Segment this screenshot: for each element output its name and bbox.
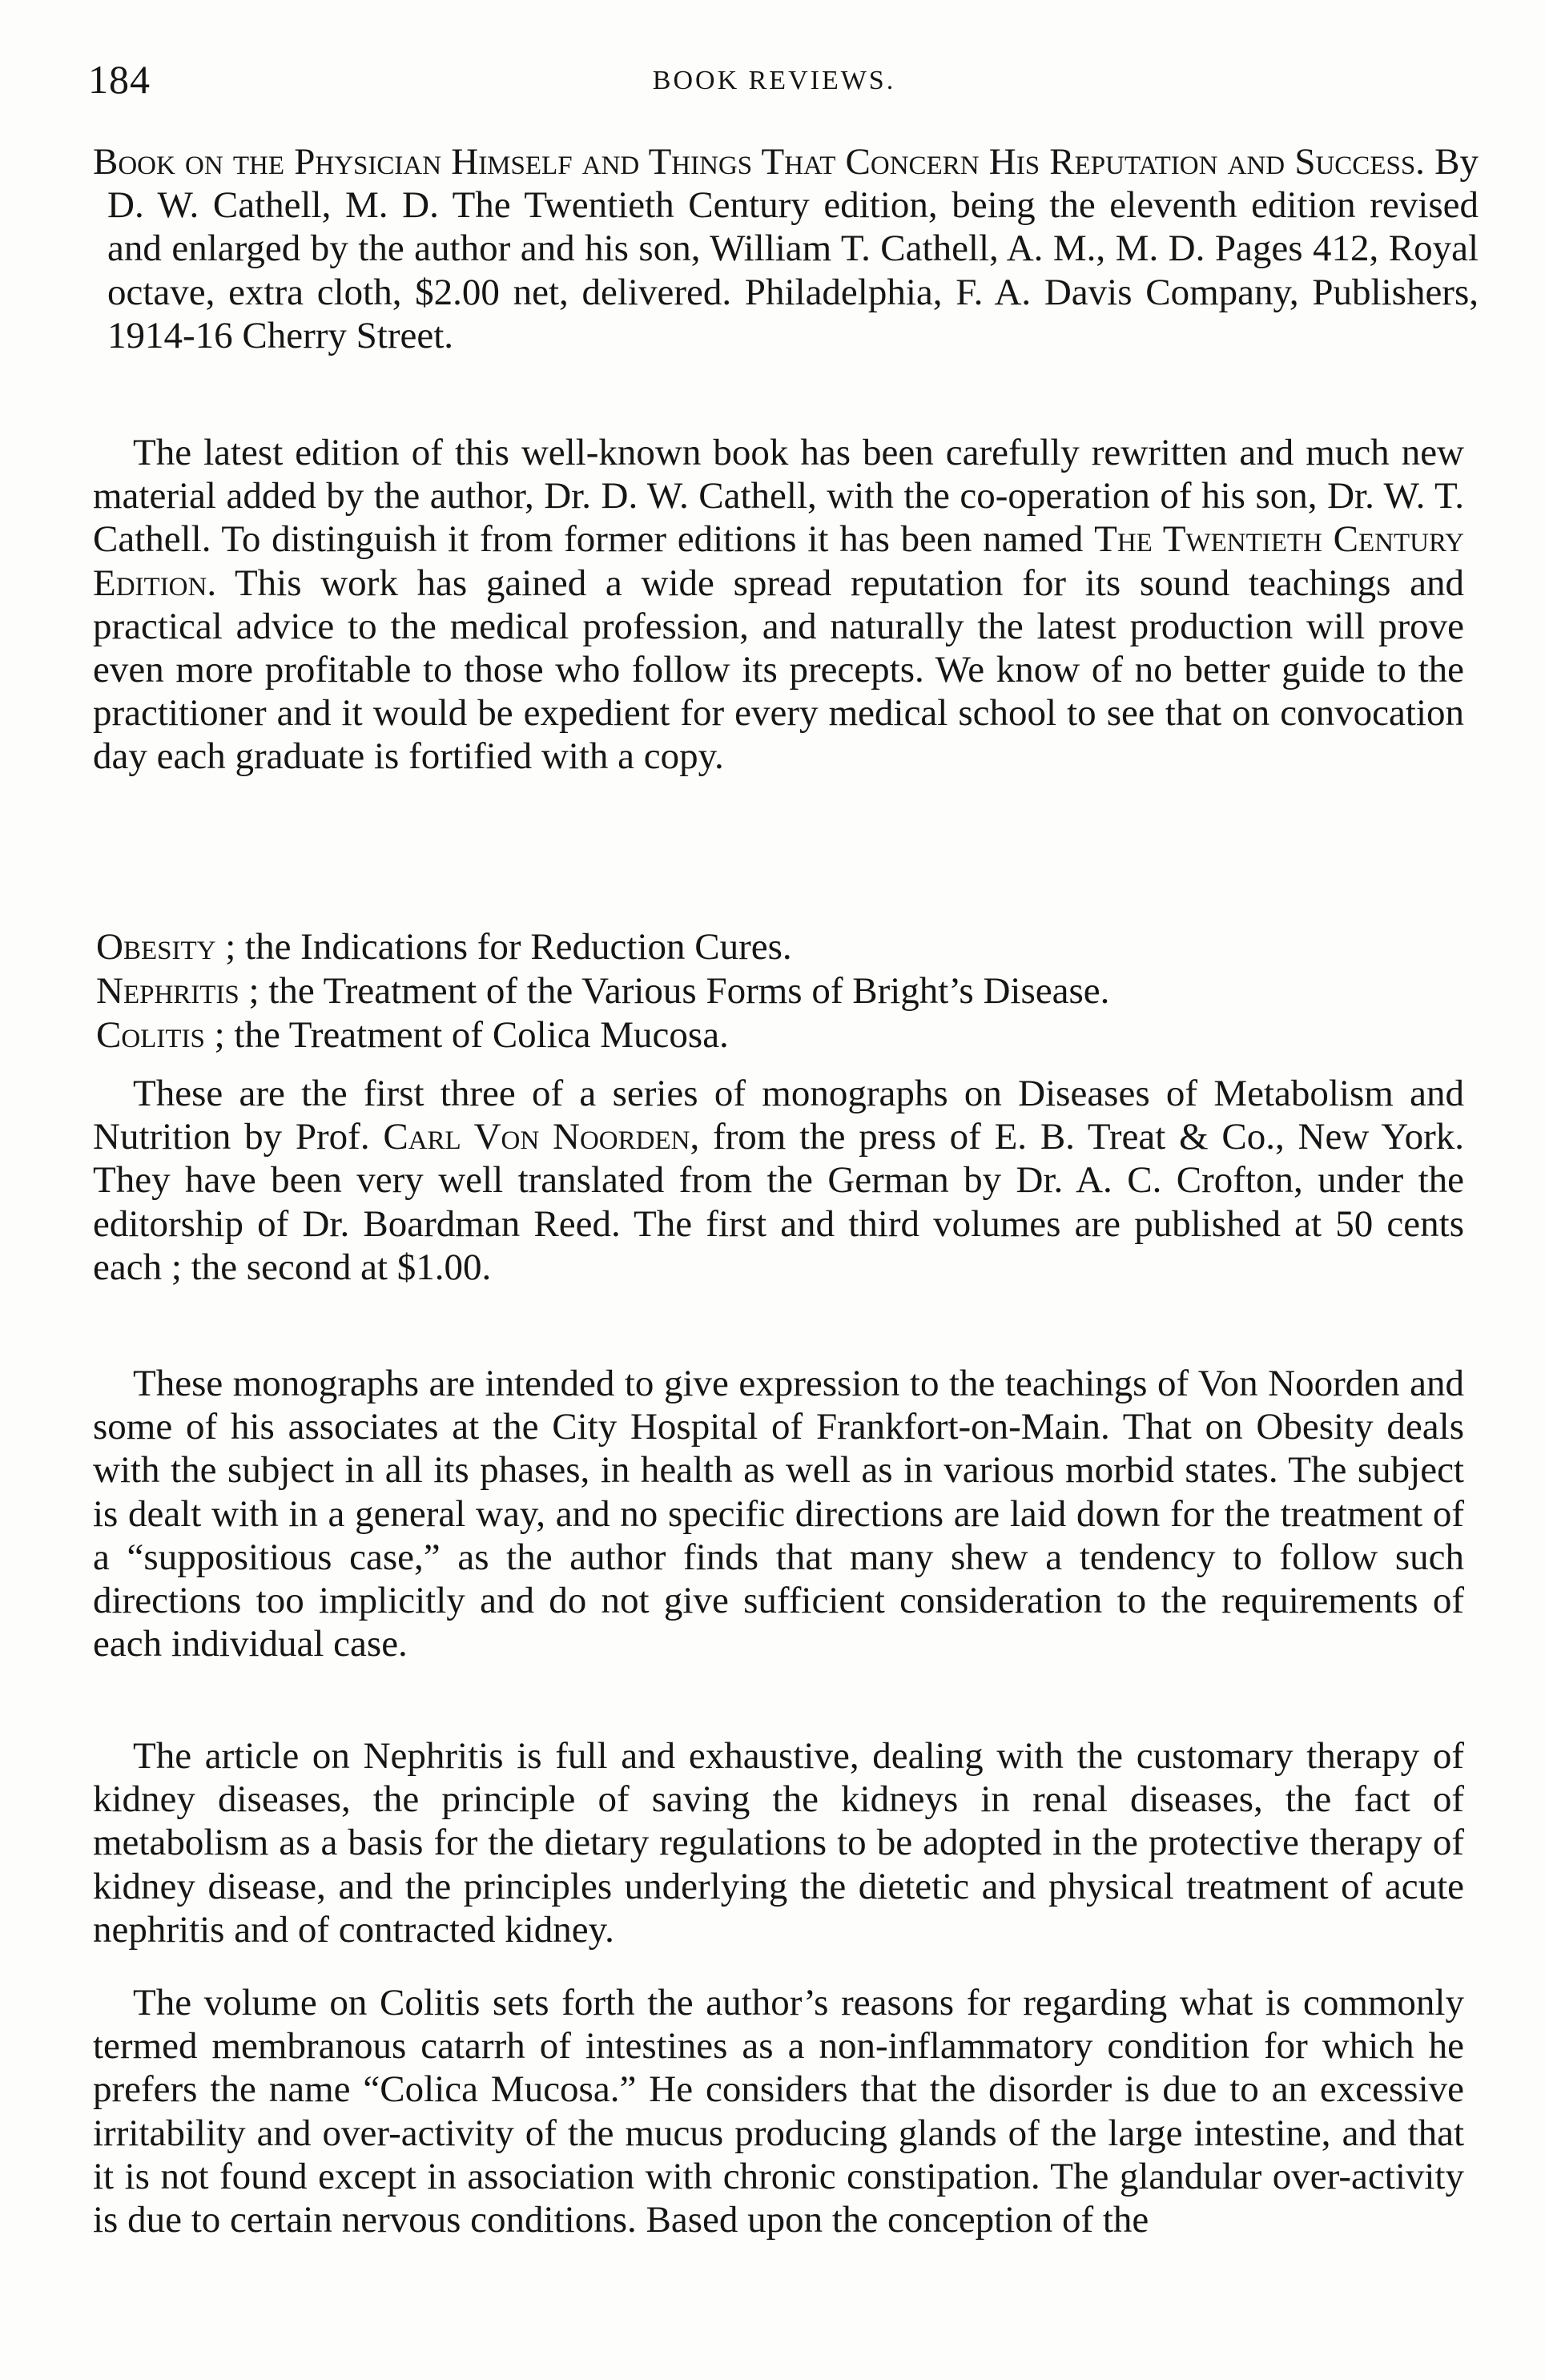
monograph-term: Obesity [96, 926, 216, 968]
review-text: This work has gained a wide spread reputation for its sound teachings and practical advice to the medical profession, and naturally the latest production will prove even more profitable to those who follow its precepts. We know of no better guide to the practitioner and it would be expedient for every medical school to see that on convocation day each graduate is fortified with a copy. [93, 562, 1464, 778]
monograph-description: ; the Treatment of the Various Forms of Bright’s Disease. [239, 970, 1110, 1012]
book-title: Book on the Physician Himself and Things That Concern His Reputation and Success. [93, 141, 1425, 183]
monograph-description: ; the Indications for Reduction Cures. [215, 926, 792, 968]
review-paragraph-nephritis: The article on Nephritis is full and exhaustive, dealing with the customary therapy of kidney diseases, the principle of saving the kidneys in renal diseases, the fact of metabolism as a basis for the dietary regulations to be adopted in the protective therapy of kidney disease, and the principles underlying the dietetic and physical treatment of acute nephritis and of contracted kidney. [93, 1735, 1464, 1951]
edition-name: The Twentieth Century Edition. [93, 518, 1464, 604]
monograph-item [93, 1013, 1464, 1057]
monograph-term: Nephritis [96, 970, 239, 1012]
page-header [88, 56, 1460, 104]
review-text: , from the press of E. B. Treat & Co., New York. They have been very well translated from the German by Dr. A. C. Crofton, under the editorship of Dr. Boardman Reed. The first and third volumes are published at 50 cents each ; the second at $1.00. [93, 1116, 1464, 1288]
monograph-term: Colitis [96, 1014, 205, 1056]
review-paragraph-monographs [93, 1072, 1464, 1289]
monograph-item [93, 925, 1464, 969]
review-text: These are the first three of a series of monographs on Diseases of Metabolism and Nutrition by Prof. [93, 1073, 1464, 1158]
review-paragraph-cathell [93, 431, 1464, 779]
page-number: 184 [88, 57, 151, 102]
monograph-item [93, 969, 1464, 1013]
monograph-list [93, 925, 1464, 1057]
review-paragraph-colitis: The volume on Colitis sets forth the author’s reasons for regarding what is commonly termed membranous catarrh of intestines as a non-inflammatory condition for which he prefers the name “Colica Mucosa.” He considers that the disorder is due to an excessive irritability and over-activity of the mucus producing glands of the large intestine, and that it is not found except in association with chronic constipation. The glandular over-activity is due to certain nervous conditions. Based upon the conception of the [93, 1982, 1464, 2241]
running-head: BOOK REVIEWS. [652, 66, 896, 95]
author-name: Carl Von Noorden [383, 1116, 690, 1158]
review-text: The latest edition of this well-known book has been carefully rewritten and much new material added by the author, Dr. D. W. Cathell, with the co-operation of his son, Dr. W. T. Cathell. To distinguish it from former editions it has been named [93, 432, 1464, 561]
book-entry-cathell [93, 140, 1479, 357]
book-details: By D. W. Cathell, M. D. The Twentieth Century edition, being the eleventh edition revised and enlarged by the author and his son, William T. Cathell, A. M., M. D. Pages 412, Royal octave, extra cloth, $2.00 net, delivered. Philadelphia, F. A. Davis Company, Publishers, 1914-16 Cherry Street. [107, 141, 1479, 356]
monograph-description: ; the Treatment of Colica Mucosa. [204, 1014, 729, 1056]
review-paragraph-obesity: These monographs are intended to give expression to the teachings of Von Noorden and some of his associates at the City Hospital of Frankfort-on-Main. That on Obesity deals with the subject in all its phases, in health as well as in various morbid states. The subject is dealt with in a general way, and no specific directions are laid down for the treatment of a “suppositious case,” as the author finds that many shew a tendency to follow such directions too implicitly and do not give sufficient consideration to the requirements of each individual case. [93, 1363, 1464, 1665]
